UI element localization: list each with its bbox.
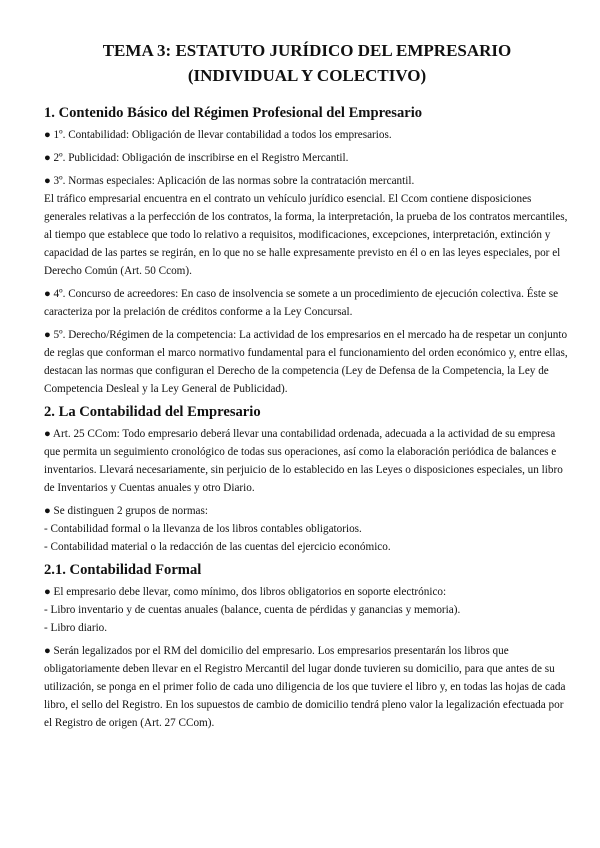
section-2-1-heading: 2.1. Contabilidad Formal: [44, 562, 202, 578]
list-item-libro-inventario: - Libro inventario y de cuentas anuales (balance, cuenta de pérdidas y ganancias y memoria).: [44, 604, 461, 616]
paragraph-contabilidad: ● 1º. Contabilidad: Obligación de llevar contabilidad a todos los empresarios.: [44, 129, 392, 141]
section-2: [44, 403, 570, 556]
paragraph-libros-obligatorios: ● El empresario debe llevar, como mínimo, dos libros obligatorios en soporte electrónico:: [44, 586, 447, 598]
paragraph-concurso: ● 4º. Concurso de acreedores: En caso de insolvencia se somete a un procedimiento de ejecución colectiva. Éste se caracteriza por la prelación de créditos conforme a la Ley Concursal.: [44, 288, 559, 318]
paragraph-grupos-normas: ● Se distinguen 2 grupos de normas:: [44, 505, 208, 517]
paragraph-art-25: ● Art. 25 CCom: Todo empresario deberá llevar una contabilidad ordenada, adecuada a la actividad de su empresa que permita un seguimiento cronológico de todas sus operaciones, así como la elaboración periódica de balances e inventarios. Llevará necesariamente, sin perjuicio de lo establecido en las Leyes o disposiciones especiales, un libro de Inventarios y Cuentas anuales y otro Diario.: [44, 428, 563, 494]
paragraph-normas-especiales: ● 3º. Normas especiales: Aplicación de las normas sobre la contratación mercantil.: [44, 175, 415, 187]
paragraph-competencia: ● 5º. Derecho/Régimen de la competencia: La actividad de los empresarios en el mercado ha de respetar un conjunto de reglas que conforman el marco normativo fundamental para el funcionamiento del orden económico y, entre ellas, destacan las normas que configuran el Derecho de la competencia (Ley de Defensa de la Competencia, la Ley de Competencia Desleal y la Ley General de Publicidad).: [44, 329, 568, 395]
paragraph-publicidad: ● 2º. Publicidad: Obligación de inscribirse en el Registro Mercantil.: [44, 152, 349, 164]
section-2-heading: 2. La Contabilidad del Empresario: [44, 404, 261, 420]
list-item-libro-diario: - Libro diario.: [44, 622, 108, 634]
paragraph-legalizacion: ● Serán legalizados por el RM del domicilio del empresario. Los empresarios presentarán los libros que obligatoriamente deben llevar en el Registro Mercantil del lugar donde tuvieren su domicilio, para que antes de su utilización, se ponga en el primer folio de cada uno diligencia de los que tuviere el libro y, en todas las hojas de cada libro, el sello del Registro. En los supuestos de cambio de domicilio tendrá pleno valor la legalización efectuada por el Registro de origen (Art. 27 CCom).: [44, 645, 566, 729]
title-line-2: (INDIVIDUAL Y COLECTIVO): [187, 66, 427, 85]
section-1: [44, 104, 570, 398]
list-item-contabilidad-material: - Contabilidad material o la redacción de las cuentas del ejercicio económico.: [44, 541, 391, 553]
section-1-heading: 1. Contenido Básico del Régimen Profesional del Empresario: [44, 105, 423, 121]
document-title: [44, 38, 570, 88]
section-2-1: [44, 561, 570, 732]
list-item-contabilidad-formal: - Contabilidad formal o la llevanza de los libros contables obligatorios.: [44, 523, 362, 535]
paragraph-trafico-empresarial: El tráfico empresarial encuentra en el contrato un vehículo jurídico esencial. El Ccom contiene disposiciones generales relativas a la perfección de los contratos, la forma, la interpretación, la prueba de los contratos mercantiles, al tiempo que establece que todo lo relativo a requisitos, modificaciones, excepciones, interpretación, extinción y capacidad de las partes se regirán, en lo que no se halle expresamente previsto en él o en las leyes especiales, por el Derecho Común (Art. 50 Ccom).: [44, 193, 568, 277]
title-line-1: TEMA 3: ESTATUTO JURÍDICO DEL EMPRESARIO: [102, 41, 512, 60]
